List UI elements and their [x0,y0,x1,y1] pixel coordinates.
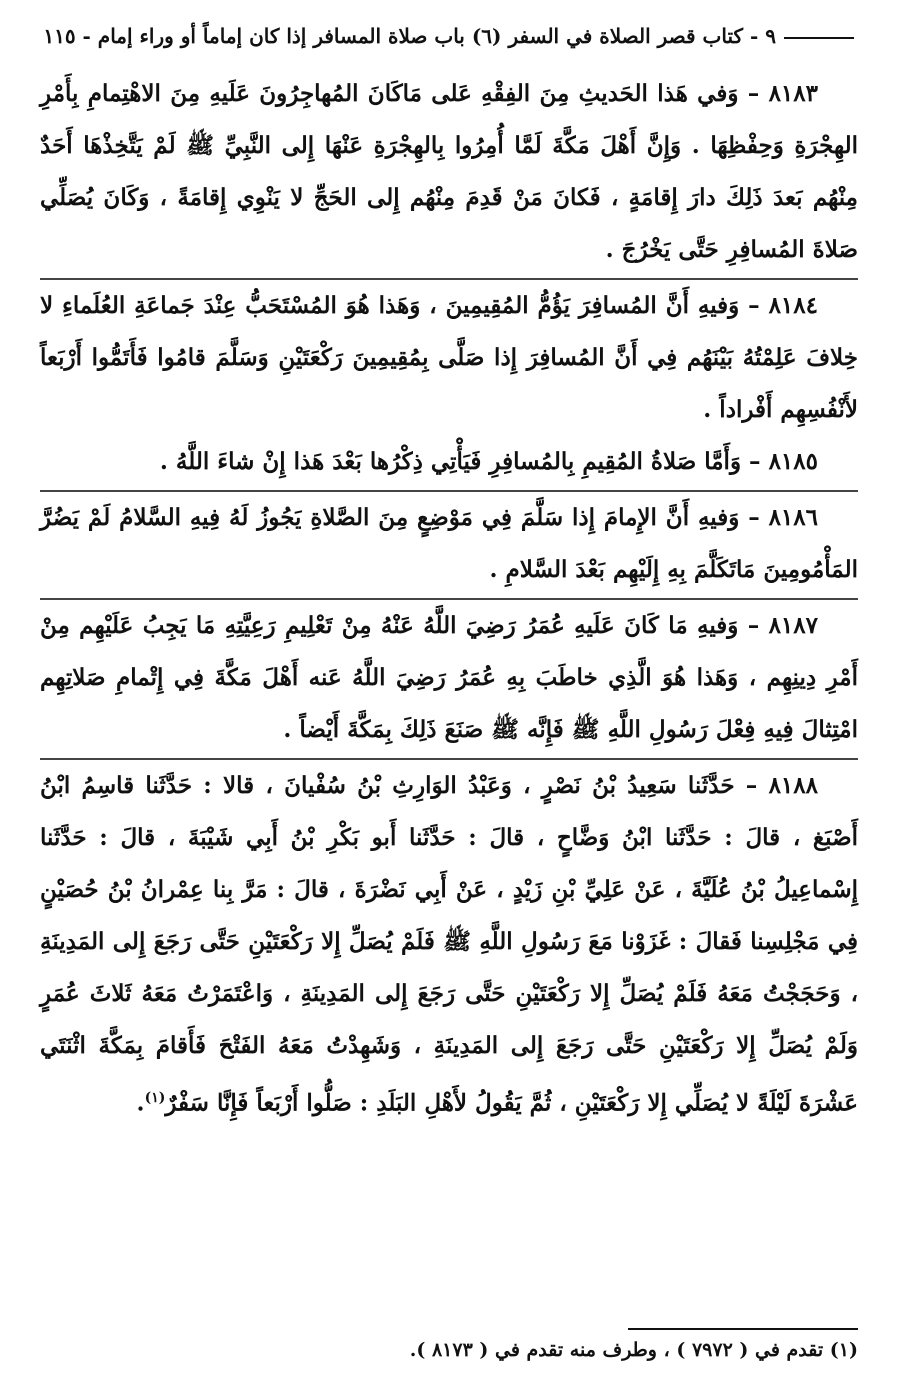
paragraph-8183: ٨١٨٣ – وَفي هَذا الحَديثِ مِنَ الفِقْهِ عَلى مَاكَانَ المُهاجِرُونَ عَلَيهِ مِنَ الاهْتِمامِ بِأَمْرِ الهِجْرَةِ وَحِفْظِهَا . وَإِنَّ أَهْلَ مَكَّةَ لَمَّا أُمِرُوا بِالهِجْرَةِ عَنْهَا إِلى النَّبِيِّ ﷺ لَمْ يَتَّخِذْهَا أَحَدٌ مِنْهُم بَعدَ ذَلِكَ دارَ إِقامَةٍ ، فَكانَ مَنْ قَدِمَ مِنْهُم إِلى الحَجِّ لا يَنْوِي إِقامَةً ، وَكَانَ يُصَلِّي صَلاةَ المُسافِرِ حَتَّى يَخْرُجَ . [40,80,858,263]
paragraph-8187: ٨١٨٧ – وَفيهِ مَا كَانَ عَلَيهِ عُمَرُ رَضِيَ اللَّهُ عَنْهُ مِنْ تَعْلِيمِ رَعِيَّتِهِ مَا يَجِبُ عَلَيْهِم مِنْ أَمْرِ دِينِهِم ، وَهَذا هُوَ الَّذِي خاطَبَ بِهِ عُمَرُ رَضِيَ اللَّهُ عَنه أَهْلَ مَكَّةَ فِي إِتْمامِ صَلاتِهِم امْتِثالَ فِيهِ فِعْلَ رَسُولِ اللَّهِ ﷺ فَإِنَّه ﷺ صَنَعَ ذَلِكَ بِمَكَّةَ أَيْضاً . [40,598,858,756]
header-rule [784,37,854,39]
paragraph-8186: ٨١٨٦ – وَفيهِ أَنَّ الإِمامَ إِذا سَلَّمَ فِي مَوْضِعٍ مِنَ الصَّلاةِ يَجُوزُ لَهُ فِيهِ السَّلامُ لَمْ يَضُرَّ المَأْمُومِينَ مَاتَكَلَّمَ بِهِ إِلَيْهِم بَعْدَ السَّلامِ . [40,490,858,596]
running-header [40,16,854,56]
paragraph-8188-text: ٨١٨٨ – حَدَّثَنا سَعِيدُ بْنُ نَصْرٍ ، وَعَبْدُ الوَارِثِ بْنُ سُفْيانَ ، قالا : حَدَّثَنا قاسِمُ ابْنُ أَصْبَغ ، قالَ : حَدَّثَنا ابْنُ وَضَّاحٍ ، قالَ : حَدَّثَنا أَبو بَكْرِ بْنُ أَبِي شَيْبَةَ ، قالَ : حَدَّثَنا إِسْماعِيلُ بْنُ عُلَيَّةَ ، عَنْ عَلِيِّ بْنِ زَيْدٍ ، عَنْ أَبِي نَضْرَةَ ، قالَ : مَرَّ بِنا عِمْرانُ بْنُ حُصَيْنٍ فِي مَجْلِسِنا فَقالَ : غَزَوْنا مَعَ رَسُولِ اللَّهِ ﷺ فَلَمْ يُصَلِّ إِلا رَكْعَتَيْنِ حَتَّى رَجَعَ إِلى المَدِينَةِ ، وَحَجَجْتُ مَعَهُ فَلَمْ يُصَلِّ إِلا رَكْعَتَيْنِ حَتَّى رَجَعَ إِلى المَدِينَةِ ، وَاعْتَمَرْتُ مَعَهُ ثَلاثَ عُمَرٍ وَلَمْ يُصَلِّ إِلا رَكْعَتَيْنِ حَتَّى رَجَعَ إِلى المَدِينَةِ ، وَشَهِدْتُ مَعَهُ الفَتْحَ فَأَقامَ بِمَكَّةَ اثْنَتَي عَشْرَةَ لَيْلَةً لا يُصَلِّي إِلا رَكْعَتَيْنِ ، ثُمَّ يَقُولُ لأَهْلِ البَلَدِ : صَلُّوا أَرْبَعاً فَإِنَّا سَفْرٌ [40,772,858,1117]
footnote-rule [628,1328,858,1330]
paragraph-8185: ٨١٨٥ – وَأَمَّا صَلاةُ المُقِيمِ بِالمُسافِرِ فَيَأْتِي ذِكْرُها بَعْدَ هَذا إِنْ شاءَ اللَّهُ . [159,448,818,475]
paragraph-8188: ٨١٨٨ – حَدَّثَنا سَعِيدُ بْنُ نَصْرٍ ، وَعَبْدُ الوَارِثِ بْنُ سُفْيانَ ، قالا : حَدَّثَنا قاسِمُ ابْنُ أَصْبَغ ، قالَ : حَدَّثَنا ابْنُ وَضَّاحٍ ، قالَ : حَدَّثَنا أَبو بَكْرِ بْنُ أَبِي شَيْبَةَ ، قالَ : حَدَّثَنا إِسْماعِيلُ بْنُ عُلَيَّةَ ، عَنْ عَلِيِّ بْنِ زَيْدٍ ، عَنْ أَبِي نَضْرَةَ ، قالَ : مَرَّ بِنا عِمْرانُ بْنُ حُصَيْنٍ فِي مَجْلِسِنا فَقالَ : غَزَوْنا مَعَ رَسُولِ اللَّهِ ﷺ فَلَمْ يُصَلِّ إِلا رَكْعَتَيْنِ حَتَّى رَجَعَ إِلى المَدِينَةِ ، وَحَجَجْتُ مَعَهُ فَلَمْ يُصَلِّ إِلا رَكْعَتَيْنِ حَتَّى رَجَعَ إِلى المَدِينَةِ ، وَاعْتَمَرْتُ مَعَهُ ثَلاثَ عُمَرٍ وَلَمْ يُصَلِّ إِلا رَكْعَتَيْنِ حَتَّى رَجَعَ إِلى المَدِينَةِ ، وَشَهِدْتُ مَعَهُ الفَتْحَ فَأَقامَ بِمَكَّةَ اثْنَتَي عَشْرَةَ لَيْلَةً لا يُصَلِّي إِلا رَكْعَتَيْنِ ، ثُمَّ يَقُولُ لأَهْلِ البَلَدِ : صَلُّوا أَرْبَعاً فَإِنَّا سَفْرٌ$^{(١)}$. [40,758,858,1130]
header-text: ٩ - كتاب قصر الصلاة في السفر (٦) باب صلاة المسافر إذا كان إماماً أو وراء إمام - ١١٥ [43,24,776,48]
footnote: (١) تقدم في ( ٧٩٧٢ ) ، وطرف منه تقدم في ( ٨١٧٣ ). [409,1339,858,1361]
paragraph-8184: ٨١٨٤ – وَفيهِ أَنَّ المُسافِرَ يَؤُمُّ المُقِيمِينَ ، وَهَذا هُوَ المُسْتَحَبُّ عِنْدَ جَماعَةِ العُلَماءِ لا خِلافَ عَلِمْتُهُ بَيْنَهُم فِي أَنَّ المُسافِرَ إِذا صَلَّى بِمُقِيمِينَ رَكْعَتَيْنِ وَسَلَّمَ قامُوا فَأَتَمُّوا أَرْبَعاً لأَنْفُسِهِم أَفْراداً . [40,278,858,436]
body-text [40,68,858,1130]
footnote-reference: (١) [144,1090,166,1106]
